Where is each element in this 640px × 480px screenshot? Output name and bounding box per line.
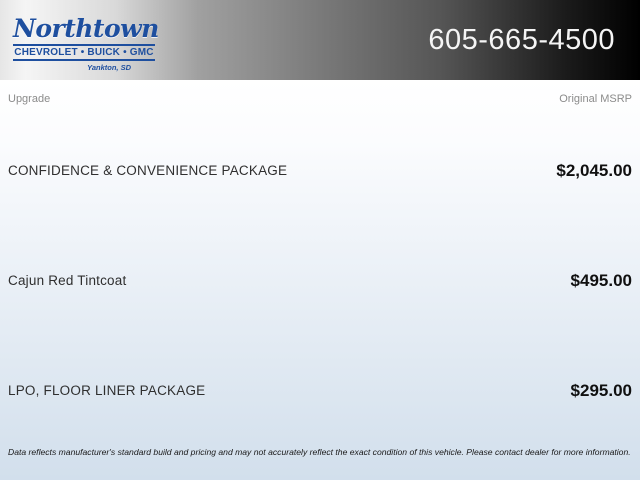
column-header-original-msrp: Original MSRP — [559, 93, 632, 105]
upgrade-price: $295.00 — [570, 381, 632, 400]
dealer-name: Northtown — [13, 14, 159, 43]
table-row — [0, 272, 640, 382]
table-row — [0, 382, 640, 480]
upgrade-label: CONFIDENCE & CONVENIENCE PACKAGE — [8, 163, 288, 178]
column-header-upgrade: Upgrade — [8, 93, 51, 105]
upgrade-list — [0, 162, 640, 480]
pricing-body — [0, 80, 640, 480]
upgrade-price: $2,045.00 — [556, 161, 632, 180]
dealer-logo — [13, 14, 159, 73]
dealer-header — [0, 0, 640, 80]
dealer-location: Yankton, SD — [87, 63, 131, 73]
dealer-phone-number[interactable]: 605-665-4500 — [428, 24, 615, 56]
upgrade-price: $495.00 — [570, 271, 632, 290]
disclaimer-text: Data reflects manufacturer's standard build and pricing and may not accurately reflect the exact condition of this vehicle. Please contact dealer for more information. — [8, 447, 631, 457]
dealer-brands: CHEVROLET • BUICK • GMC — [14, 47, 154, 59]
logo-divider-bottom — [13, 59, 155, 61]
upgrade-label: Cajun Red Tintcoat — [8, 273, 127, 288]
upgrade-label: LPO, FLOOR LINER PACKAGE — [8, 383, 206, 398]
table-row — [0, 162, 640, 272]
column-headers — [0, 80, 640, 106]
